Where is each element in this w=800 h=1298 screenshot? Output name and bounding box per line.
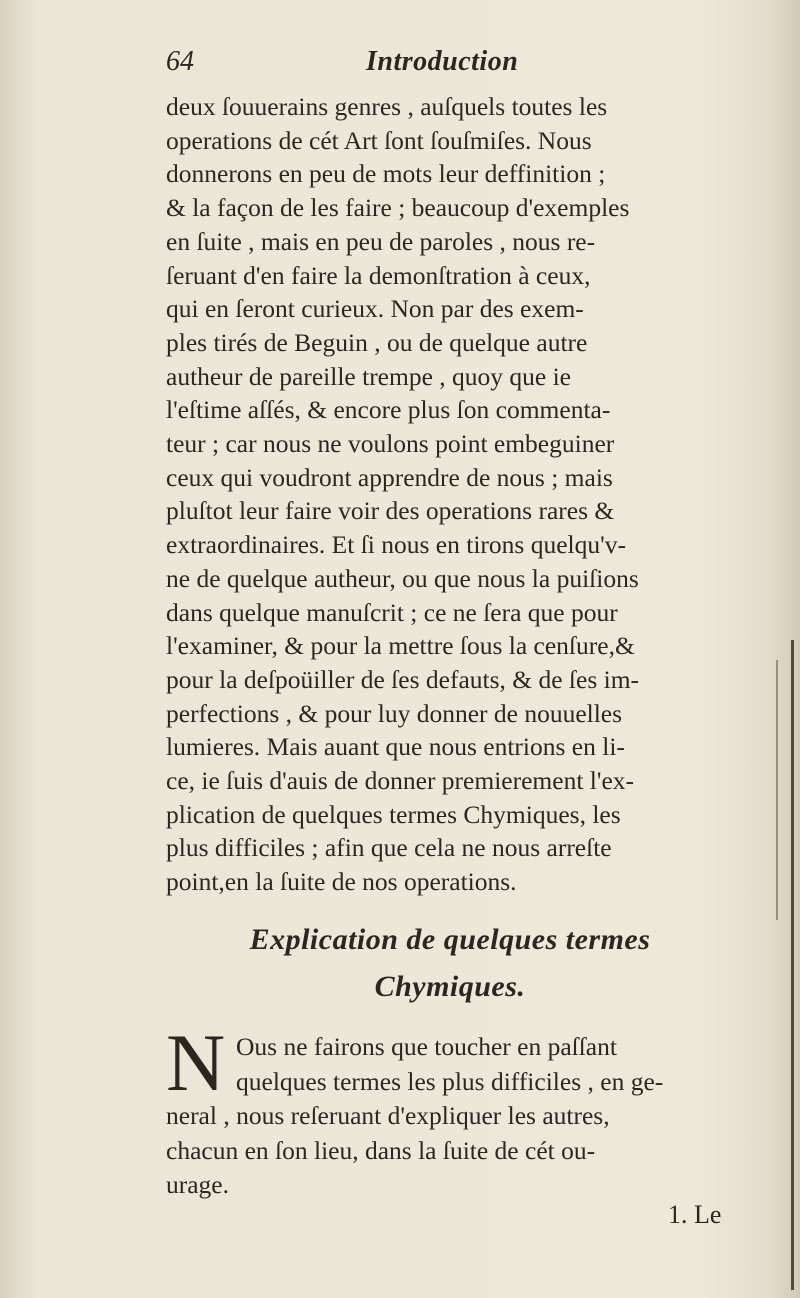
drop-cap: N [166,1017,226,1108]
text-line: quelques termes les plus difficiles , en ge- [236,1066,664,1096]
text-line: l'examiner, & pour la mettre ſous la cenſure,& [166,631,635,661]
text-line: teur ; car nous ne voulons point embeguiner [166,429,615,459]
section-heading-line-2: Chymiques. [374,970,526,1003]
text-line: neral , nous reſeruant d'expliquer les autres, [166,1101,610,1130]
text-line: ſeruant d'en faire la demonſtration à ceux, [166,260,591,290]
paragraph-1 [166,90,746,899]
text-line: ceux qui voudront apprendre de nous ; mais [166,462,613,492]
text-line: point,en la ſuite de nos operations. [166,867,517,897]
catchword: 1. Le [668,1200,722,1229]
text-line: pour la deſpoüiller de ſes defauts, & de ſes im- [166,664,640,694]
text-line: dans quelque manuſcrit ; ce ne ſera que pour [166,597,618,627]
page-edge-shadow [791,640,794,1290]
text-line: urage. [166,1170,230,1199]
paragraph-2 [166,1017,746,1203]
text-line: pluſtot leur faire voir des operations rares & [166,496,615,526]
text-line: donnerons en peu de mots leur deffinition ; [166,159,606,189]
text-line: chacun en ſon lieu, dans la ſuite de cét ou- [166,1135,596,1165]
text-line: en ſuite , mais en peu de paroles , nous re- [166,226,596,256]
text-line: deux ſouuerains genres , auſquels toutes les [166,92,608,121]
text-line: lumieres. Mais auant que nous entrions en li- [166,732,625,762]
page-edge-line [776,660,778,920]
page-header [166,46,736,86]
section-heading-line-1: Explication de quelques termes [249,923,651,956]
text-line: Ous ne fairons que toucher en paſſant [236,1032,617,1061]
text-line: ples tirés de Beguin , ou de quelque autre [166,327,588,357]
text-line: plus difficiles ; afin que cela ne nous arreſte [166,833,612,863]
text-line: ce, ie ſuis d'auis de donner premierement l'ex- [166,766,635,796]
text-line: & la façon de les faire ; beaucoup d'exemples [166,193,630,223]
text-line: extraordinaires. Et ſi nous en tirons quelqu'v- [166,530,626,560]
page-number: 64 [166,46,194,77]
text-line: l'eſtime aſſés, & encore plus ſon commenta- [166,395,611,425]
text-line: operations de cét Art ſont ſouſmiſes. Nous [166,125,592,155]
text-line: perfections , & pour luy donner de nouuelles [166,698,623,728]
text-line: ne de quelque autheur, ou que nous la puiſions [166,563,639,593]
text-line: plication de quelques termes Chymiques, les [166,799,621,829]
text-line: qui en ſeront curieux. Non par des exem- [166,294,584,324]
text-line: autheur de pareille trempe , quoy que ie [166,361,571,391]
running-title: Introduction [366,46,519,77]
